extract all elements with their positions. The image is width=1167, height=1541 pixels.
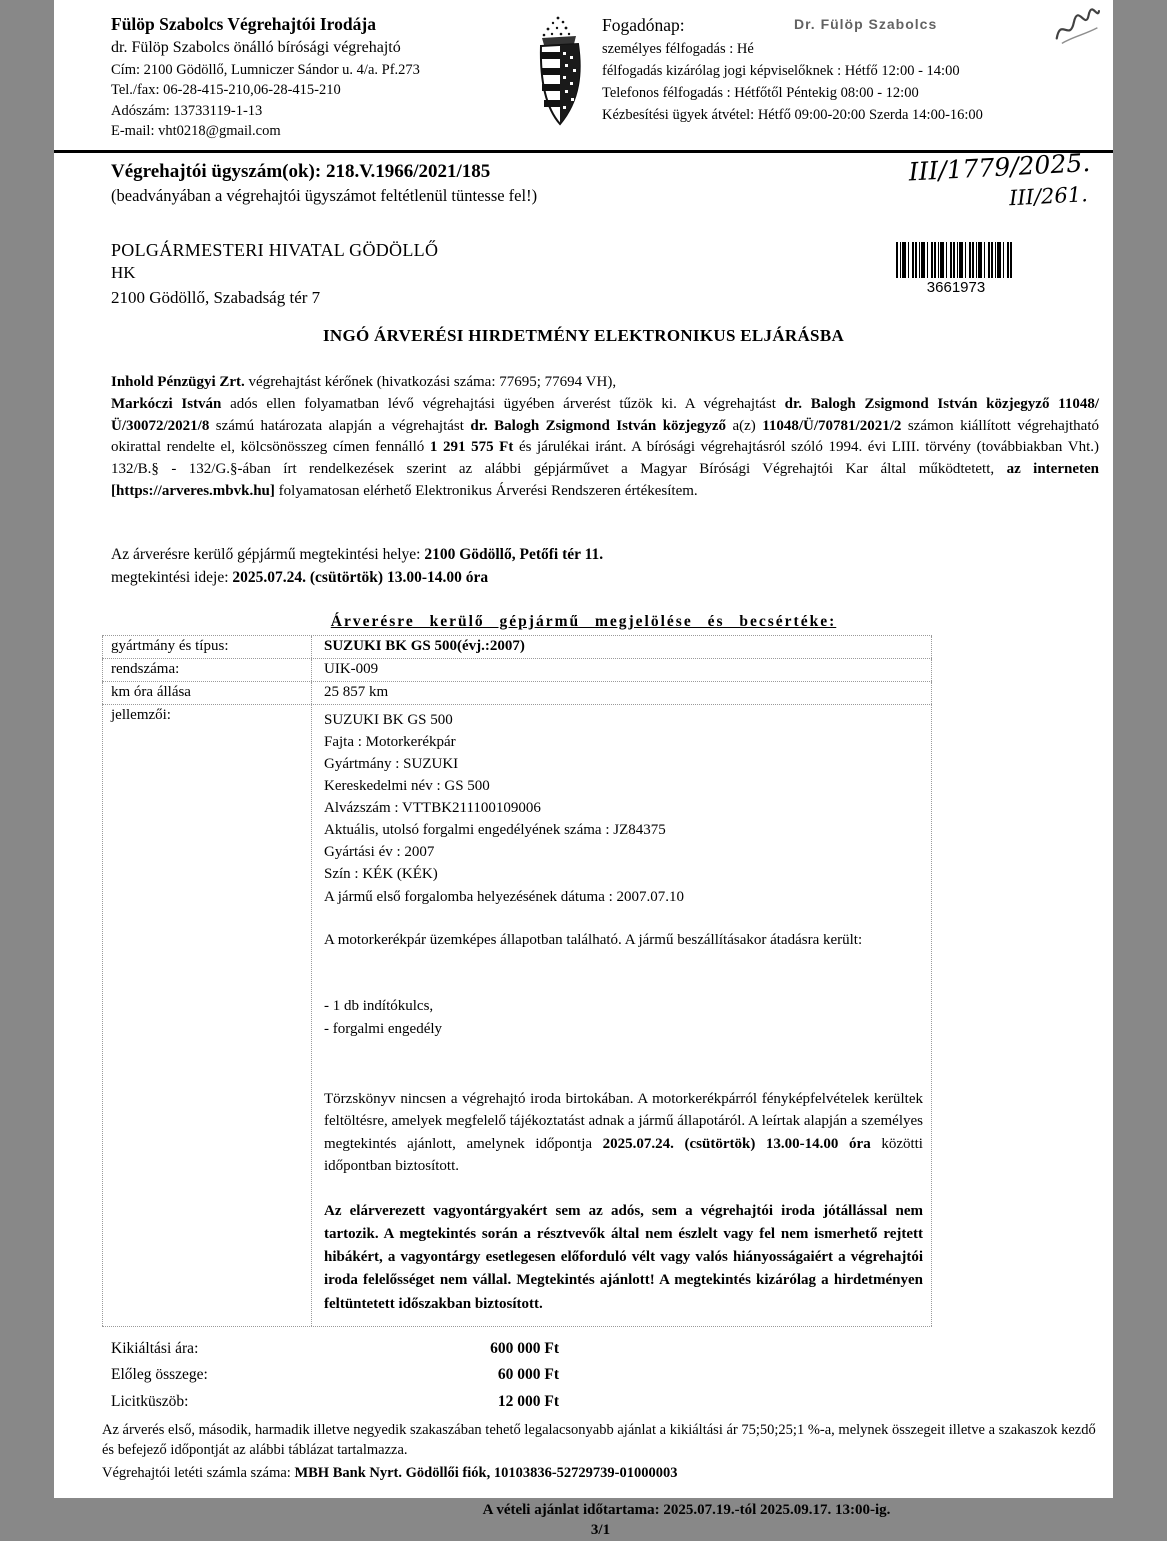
list-item: - 1 db indítókulcs, <box>324 998 434 1015</box>
hungarian-coat-of-arms-icon <box>532 12 588 132</box>
sender-bailiff-name: dr. Fülöp Szabolcs önálló bírósági végrehajtó <box>111 38 401 56</box>
intro-paragraph-1: Inhold Pénzügyi Zrt. végrehajtást kérőnek (hivatkozási száma: 77695; 77694 VH), <box>111 374 617 391</box>
viewing-time: megtekintési ideje: 2025.07.24. (csütörtök) 13.00-14.00 óra <box>111 568 489 586</box>
handwritten-note-1: III/1779/2025. <box>907 148 1091 187</box>
intro-section <box>111 372 1099 503</box>
section-heading: Árverésre kerülő gépjármű megjelölése és becsértéke: <box>330 613 837 631</box>
list-item: Telefonos félfogadás : Hétfőtől Péntekig 08:00 - 12:00 <box>602 84 919 101</box>
features-content <box>311 705 932 1326</box>
deposit-account-line: Végrehajtói letéti számla száma: MBH Bank Nyrt. Gödöllői fiók, 10103836-52729739-01000003 <box>102 1464 678 1481</box>
case-number-line: Végrehajtói ügyszám(ok): 218.V.1966/2021/185 <box>111 160 491 182</box>
sender-office-name: Fülöp Szabolcs Végrehajtói Irodája <box>111 14 376 34</box>
footer-section <box>102 1420 1099 1541</box>
list-item: Gyártmány : SUZUKI <box>324 756 459 773</box>
list-item: személyes félfogadás : Hé <box>602 41 754 58</box>
price-row-bid-step <box>111 1389 1113 1416</box>
price-label: Licitküszöb: <box>111 1393 189 1411</box>
list-item: Gyártási év : 2007 <box>324 844 435 861</box>
price-row-starting <box>111 1336 1113 1363</box>
document-page <box>54 0 1113 1538</box>
bailiff-stamp-text: Dr. Fülöp Szabolcs <box>794 16 938 32</box>
sender-phone: Tel./fax: 06-28-415-210,06-28-415-210 <box>111 82 341 99</box>
row-value: 25 857 km <box>311 682 932 704</box>
table-row-odometer <box>102 682 932 705</box>
list-item: A jármű első forgalomba helyezésének dátuma : 2007.07.10 <box>324 888 685 905</box>
list-item: Kézbesítési ügyek átvétel: Hétfő 09:00-20:00 Szerda 14:00-16:00 <box>602 106 983 123</box>
office-hours-lines <box>602 39 1072 126</box>
sender-email: E-mail: vht0218@gmail.com <box>111 123 281 140</box>
vehicle-specs <box>324 709 923 907</box>
sender-block <box>111 12 526 142</box>
condition-paragraph: A motorkerékpár üzemképes állapotban található. A jármű beszállításakor átadásra került: <box>324 931 863 948</box>
row-label: rendszáma: <box>102 659 311 681</box>
page-number: 3/1 <box>590 1521 611 1538</box>
price-value: 60 000 Ft <box>497 1366 559 1384</box>
price-label: Kikiáltási ára: <box>111 1339 199 1357</box>
recipient-dept: HK <box>111 262 136 282</box>
table-row-features <box>102 705 932 1327</box>
list-item: Alvázszám : VTTBK211100109006 <box>324 800 541 817</box>
row-value: SUZUKI BK GS 500(évj.:2007) <box>311 636 932 658</box>
table-row-plate <box>102 659 932 682</box>
handover-items <box>324 995 923 1042</box>
document-title: INGÓ ÁRVERÉSI HIRDETMÉNY ELEKTRONIKUS ELJÁRÁSBA <box>322 326 845 346</box>
price-section <box>54 1336 1113 1416</box>
list-item: Aktuális, utolsó forgalmi engedélyének száma : JZ84375 <box>324 822 666 839</box>
handwritten-note-2: III/261. <box>1008 181 1089 211</box>
row-label: km óra állása <box>102 682 311 704</box>
table-row-make-type <box>102 636 932 659</box>
office-hours-title: Fogadónap: <box>602 15 685 35</box>
recipient-section <box>54 240 1113 310</box>
recipient-address: 2100 Gödöllő, Szabadság tér 7 <box>111 287 321 307</box>
handwritten-notes <box>860 146 1093 220</box>
list-item: SUZUKI BK GS 500 <box>324 712 453 729</box>
recipient-name: POLGÁRMESTERI HIVATAL GÖDÖLLŐ <box>111 239 439 260</box>
list-item: Fajta : Motorkerékpár <box>324 734 456 751</box>
disclaimer-paragraph: Az elárverezett vagyontárgyakért sem az adós, sem a végrehajtói iroda jótállással nem tartozik. A megtekintés során a résztvevők által nem észlelt vagy fel nem ismerhető rejtett hibákért, a vagyontárgy esetlegesen előforduló vélt vagy valós hiányosságaiért a végrehajtói iroda felelősséget nem vállal. Megtekintés ajánlott! A megtekintés kizárólag a hirdetményen feltüntetett időszakban biztosított. <box>324 1202 923 1312</box>
viewing-info <box>54 543 1113 590</box>
barcode-image <box>896 242 1014 278</box>
list-item: félfogadás kizárólag jogi képviselőknek : Hétfő 12:00 - 14:00 <box>602 63 960 79</box>
sender-address: Cím: 2100 Gödöllő, Lumniczer Sándor u. 4/a. Pf.273 <box>111 61 420 78</box>
price-label: Előleg összege: <box>111 1366 208 1384</box>
list-item: Kereskedelmi név : GS 500 <box>324 778 490 795</box>
auction-stages-paragraph: Az árverés első, második, harmadik illetve negyedik szakaszában tehető legalacsonyabb ajánlat a kikiáltási ár 75;50;25;1 %-a, melynek összegeit illetve a szakaszok kezdő és befejező időpontját az alábbi táblázat tartalmazza. <box>102 1421 1096 1459</box>
vehicle-table <box>102 635 932 1327</box>
price-value: 12 000 Ft <box>497 1393 559 1411</box>
price-row-deposit <box>111 1362 1113 1389</box>
price-value: 600 000 Ft <box>490 1339 559 1357</box>
row-value: UIK-009 <box>311 659 932 681</box>
viewing-location: Az árverésre kerülő gépjármű megtekintési helye: 2100 Gödöllő, Petőfi tér 11. <box>111 545 604 563</box>
sender-tax-id: Adószám: 13733119-1-13 <box>111 102 263 119</box>
case-note-line: (beadványában a végrehajtói ügyszámot feltétlenül tüntesse fel!) <box>111 185 538 205</box>
list-item: Szín : KÉK (KÉK) <box>324 866 438 883</box>
list-item: - forgalmi engedély <box>324 1021 443 1038</box>
row-label: jellemzői: <box>102 705 311 1326</box>
registry-paragraph: Törzskönyv nincsen a végrehajtó iroda birtokában. A motorkerékpárról fényképfelvételek kerültek feltöltésre, amelyek megfelelő tájékoztatást adnak a jármű állapotáról. A leírtak alapján a személyes megtekintés ajánlott, amelynek időpontja 2025.07.24. (csütörtök) 13.00-14.00 óra közötti időpontban biztosított. <box>324 1090 923 1175</box>
intro-paragraph-2: Markóczi István adós ellen folyamatban lévő végrehajtási ügyében árverést tűzök ki. A végrehajtást dr. Balogh Zsigmond István közjegyző 11048/Ü/30072/2021/8 számú határozata alapján a végrehajtást dr. Balogh Zsigmond István közjegyző a(z) 11048/Ü/70781/2021/2 számon kiállított végrehajtható okirattal rendelte el, kölcsönösszeg címen fennálló 1 291 575 Ft és járulékai iránt. A bírósági végrehajtásról szóló 1994. évi LIII. törvény (továbbiakban Vht.) 132/B.§ - 132/G.§-ában írt rendelkezések szerint az alábbi gépjárművet a Magyar Bírósági Végrehajtói Kar által működtetett, az interneten [https://arveres.mbvk.hu] folyamatosan elérhető Elektronikus Árverési Rendszeren értékesítem. <box>111 395 1100 499</box>
barcode-number: 3661973 <box>926 278 986 296</box>
offer-period-line: A vételi ajánlat időtartama: 2025.07.19.-tól 2025.09.17. 13:00-ig. <box>482 1501 891 1518</box>
barcode-block <box>896 242 1016 296</box>
row-label: gyártmány és típus: <box>102 636 311 658</box>
